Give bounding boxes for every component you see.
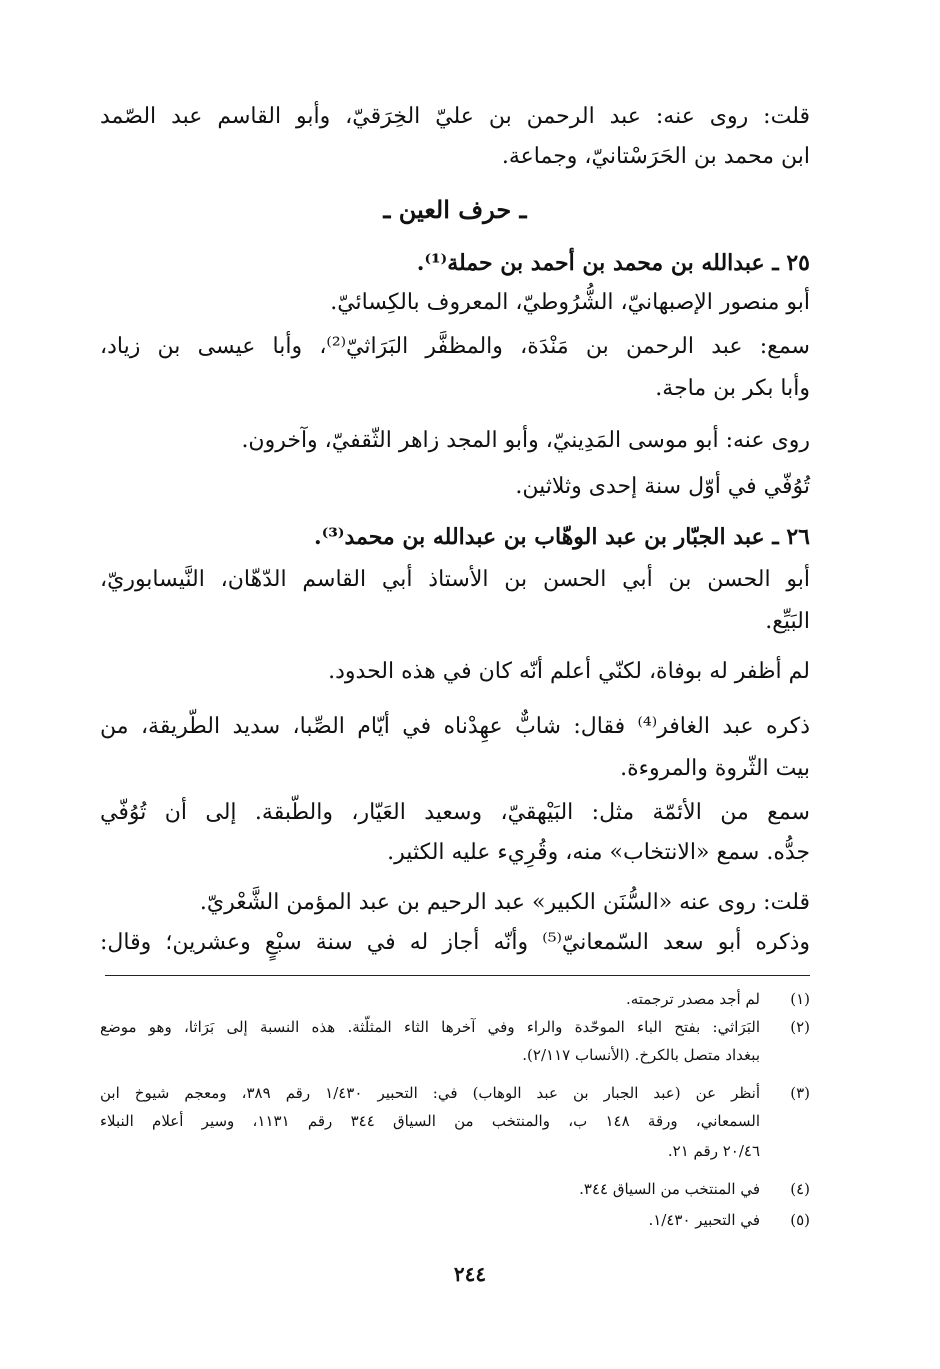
- footnote-text: ٢٠/٤٦ رقم ٢١.: [667, 1142, 760, 1160]
- footnote-number: (٥): [790, 1211, 810, 1229]
- entry-25-title: ٢٥ ـ عبدالله بن محمد بن أحمد بن حملة⁽¹⁾.: [416, 250, 810, 276]
- footnote-text: في التحبير ١/٤٣٠.: [648, 1211, 760, 1229]
- entry-25-line-1: أبو منصور الإصبهانيّ، الشُّرُوطيّ، المعروف بالكِسائيّ.: [330, 290, 810, 315]
- intro-line-1: قلت: روى عنه: عبد الرحمن بن عليّ الخِرَقيّ، وأبو القاسم عبد الصّمد: [100, 104, 810, 129]
- entry-25-line-2: سمع: عبد الرحمن بن مَنْدَة، والمظفَّر البَرَاثيّ⁽²⁾، وأبا عيسى بن زياد،: [100, 334, 810, 359]
- entry-26-title: ٢٦ ـ عبد الجبّار بن عبد الوهّاب بن عبدالله بن محمد⁽³⁾.: [314, 524, 810, 550]
- entry-25-line-3: وأبا بكر بن ماجة.: [655, 376, 810, 401]
- entry-25-line-5: تُوُفّي في أوّل سنة إحدى وثلاثين.: [515, 474, 810, 499]
- section-heading: ـ حرف العين ـ: [383, 195, 527, 224]
- footnote-text: البَرَاثي: بفتح الباء الموحّدة والراء وفي آخرها الثاء المثلّثة. هذه النسبة إلى بَرَاثا، وهو موضع: [100, 1018, 760, 1036]
- footnote-text: في المنتخب من السياق ٣٤٤.: [579, 1180, 760, 1198]
- page-number: ٢٤٤: [453, 1262, 487, 1286]
- entry-26-line-6: سمع من الأئمّة مثل: البَيْهقيّ، وسعيد العَيّار، والطّبقة. إلى أن تُوُفّي: [100, 800, 810, 825]
- entry-26-line-5: بيت الثّروة والمروءة.: [620, 756, 810, 781]
- entry-26-line-2: البَيِّع.: [765, 609, 810, 634]
- footnote-number: (٤): [790, 1180, 810, 1198]
- entry-25-line-4: روى عنه: أبو موسى المَدِينيّ، وأبو المجد زاهر الثّقفيّ، وآخرون.: [241, 428, 810, 453]
- entry-26-line-7: جدُّه. سمع «الانتخاب» منه، وقُرِيء عليه الكثير.: [387, 840, 810, 865]
- footnote-separator: [105, 975, 810, 976]
- footnote-number: (١): [790, 990, 810, 1008]
- footnote-text: ببغداد متصل بالكرخ. (الأنساب ٢/١١٧).: [522, 1046, 760, 1064]
- entry-26-line-3: لم أظفر له بوفاة، لكنّي أعلم أنّه كان في هذه الحدود.: [328, 659, 810, 684]
- entry-26-line-9: وذكره أبو سعد السّمعانيّ⁽⁵⁾ وأنّه أجاز له في سنة سبْعٍ وعشرين؛ وقال:: [100, 930, 810, 955]
- entry-26-line-4: ذكره عبد الغافر⁽⁴⁾ فقال: شابٌّ عهِدْناه في أيّام الصِّبا، سديد الطّريقة، من: [100, 714, 810, 739]
- footnote-text: السمعاني، ورقة ١٤٨ ب، والمنتخب من السياق ٣٤٤ رقم ١١٣١، وسير أعلام النبلاء: [100, 1112, 760, 1130]
- footnote-number: (٣): [790, 1084, 810, 1102]
- entry-26-line-1: أبو الحسن بن أبي الحسن بن الأستاذ أبي القاسم الدّهّان، النَّيسابوريّ،: [100, 567, 810, 592]
- footnote-text: لم أجد مصدر ترجمته.: [625, 990, 760, 1008]
- footnote-number: (٢): [790, 1018, 810, 1036]
- entry-26-line-8: قلت: روى عنه «السُّنَن الكبير» عبد الرحيم بن عبد المؤمن الشَّعْريّ.: [199, 890, 810, 915]
- footnote-text: أنظر عن (عبد الجبار بن عبد الوهاب) في: التحبير ١/٤٣٠ رقم ٣٨٩، ومعجم شيوخ ابن: [100, 1084, 760, 1102]
- intro-line-2: ابن محمد بن الحَرَسْتانيّ، وجماعة.: [501, 144, 810, 169]
